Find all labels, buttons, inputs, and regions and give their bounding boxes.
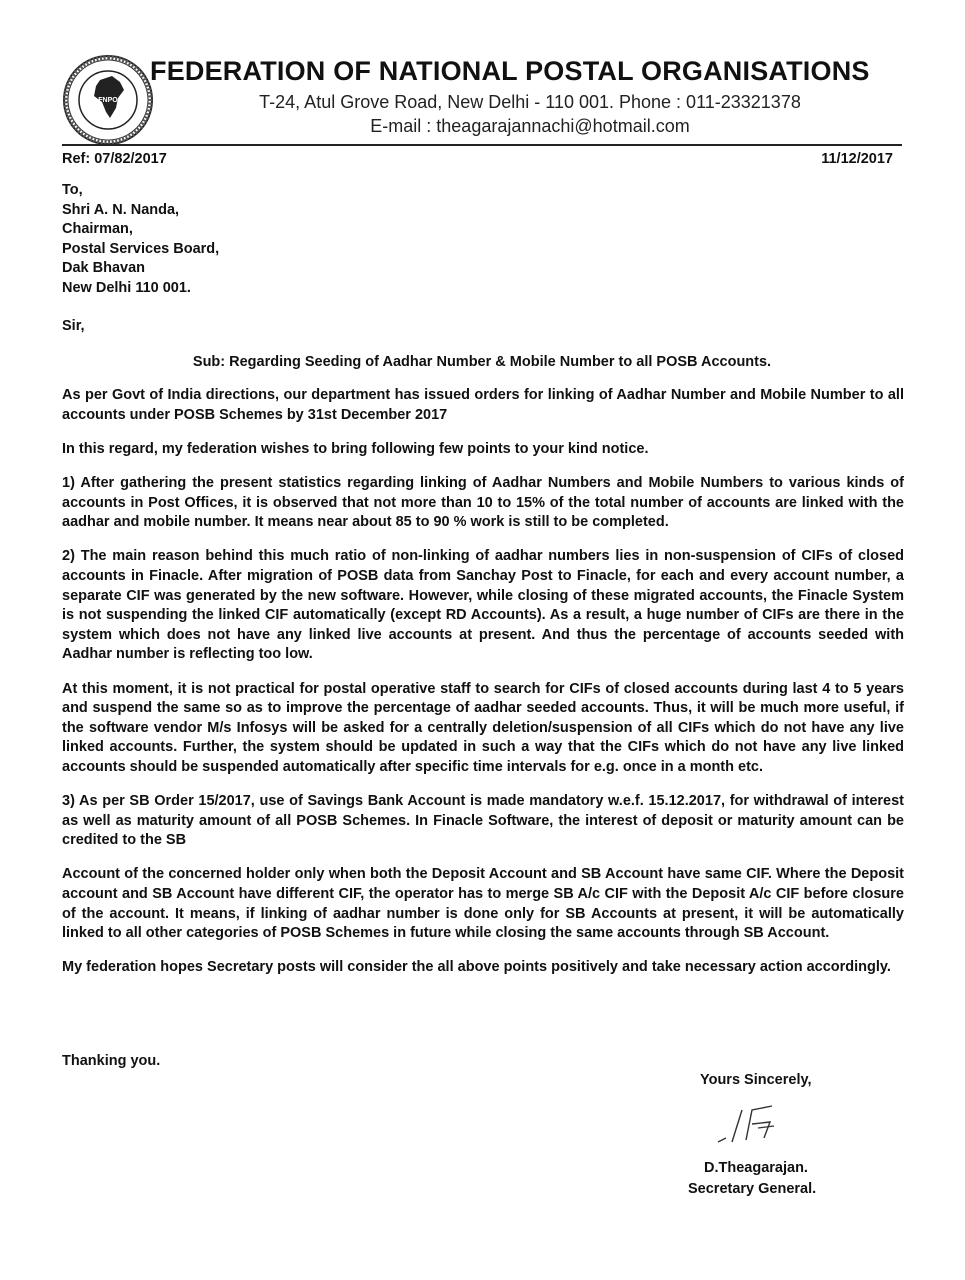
org-email: E-mail : theagarajannachi@hotmail.com <box>370 116 690 136</box>
body-paragraph: My federation hopes Secretary posts will consider the all above points positively and take necessary action accordingly. <box>62 959 891 976</box>
salutation: Sir, <box>62 318 85 334</box>
body-paragraph: Account of the concerned holder only when both the Deposit Account and SB Account have same CIF. Where the Deposit account and SB Account have different CIF, the operator has to merge SB A/c CIF with the Deposit A/c CIF before closure of the account. It means, if linking of aadhar number is done only for SB Accounts at present, it will be automatically linked to all other categories of POSB Schemes in future while closing the same accounts through SB Account. <box>62 866 904 942</box>
subject-line: Sub: Regarding Seeding of Aadhar Number & Mobile Number to all POSB Accounts. <box>192 354 772 370</box>
signer-name: D.Theagarajan. <box>704 1160 808 1176</box>
reference-number: Ref: 07/82/2017 <box>62 151 167 167</box>
org-name: FEDERATION OF NATIONAL POSTAL ORGANISATIONS <box>150 56 870 86</box>
body-paragraph: 3) As per SB Order 15/2017, use of Savings Bank Account is made mandatory w.e.f. 15.12.2017, for withdrawal of interest as well as maturity amount of all POSB Schemes. In Finacle Software, the interest of deposit or maturity amount can be credited to the SB <box>62 793 904 849</box>
fnpo-logo-emblem <box>62 54 154 146</box>
recipient-line: Shri A. N. Nanda, <box>62 201 180 218</box>
letter-date: 11/12/2017 <box>821 151 893 167</box>
signer-title: Secretary General. <box>688 1181 817 1197</box>
handwritten-signature <box>712 1098 792 1148</box>
recipient-address <box>62 181 219 298</box>
body-paragraph: 1) After gathering the present statistics regarding linking of Aadhar Numbers and Mobile Numbers to various kinds of accounts in Post Offices, it is observed that not more than 10 to 15% of the total number of accounts are linked with the aadhar and mobile number. It means near about 85 to 90 % work is still to be completed. <box>62 474 904 531</box>
recipient-line: To, <box>62 182 83 198</box>
recipient-line: Dak Bhavan <box>62 260 146 276</box>
body-paragraph: 2) The main reason behind this much ratio of non-linking of aadhar numbers lies in non-suspension of CIFs of closed accounts in Finacle. After migration of POSB data from Sanchay Post to Finacle, for each and every account number, a separate CIF was generated by the new software. However, while closing of these migrated accounts, the Finacle System is not suspending the linked CIF automatically (except RD Accounts). As a result, a huge number of CIFs are there in the system which does not have any linked live accounts at present. And thus the percentage of accounts seeded with Aadhar number is reflecting too low. <box>62 548 904 663</box>
body-paragraph: In this regard, my federation wishes to bring following few points to your kind notice. <box>62 440 649 457</box>
body-paragraph: At this moment, it is not practical for postal operative staff to search for CIFs of closed accounts during last 4 to 5 years and suspend the same so as to improve the percentage of aadhar seeded accounts. Thus, it will be much more useful, if the software vendor M/s Infosys will be asked for a centrally deletion/suspension of all CIFs which do not have any live linked accounts. Further, the system should be updated in such a way that the CIFs which do not have any live linked accounts should be suspended automatically after specific time intervals for e.g. once in a month etc. <box>62 680 904 775</box>
recipient-line: Chairman, <box>62 221 133 237</box>
recipient-line: Postal Services Board, <box>62 240 220 257</box>
org-address: T-24, Atul Grove Road, New Delhi - 110 001. Phone : 011-23321378 <box>259 92 801 112</box>
recipient-line: New Delhi 110 001. <box>62 279 191 296</box>
letter-body <box>62 386 904 993</box>
header-divider <box>62 144 902 146</box>
closing-thanks: Thanking you. <box>62 1053 161 1069</box>
closing-yours: Yours Sincerely, <box>700 1072 812 1088</box>
logo-center-text: FNPO <box>98 97 118 104</box>
body-paragraph: As per Govt of India directions, our department has issued orders for linking of Aadhar Number and Mobile Number to all accounts under POSB Schemes by 31st December 2017 <box>62 387 904 423</box>
